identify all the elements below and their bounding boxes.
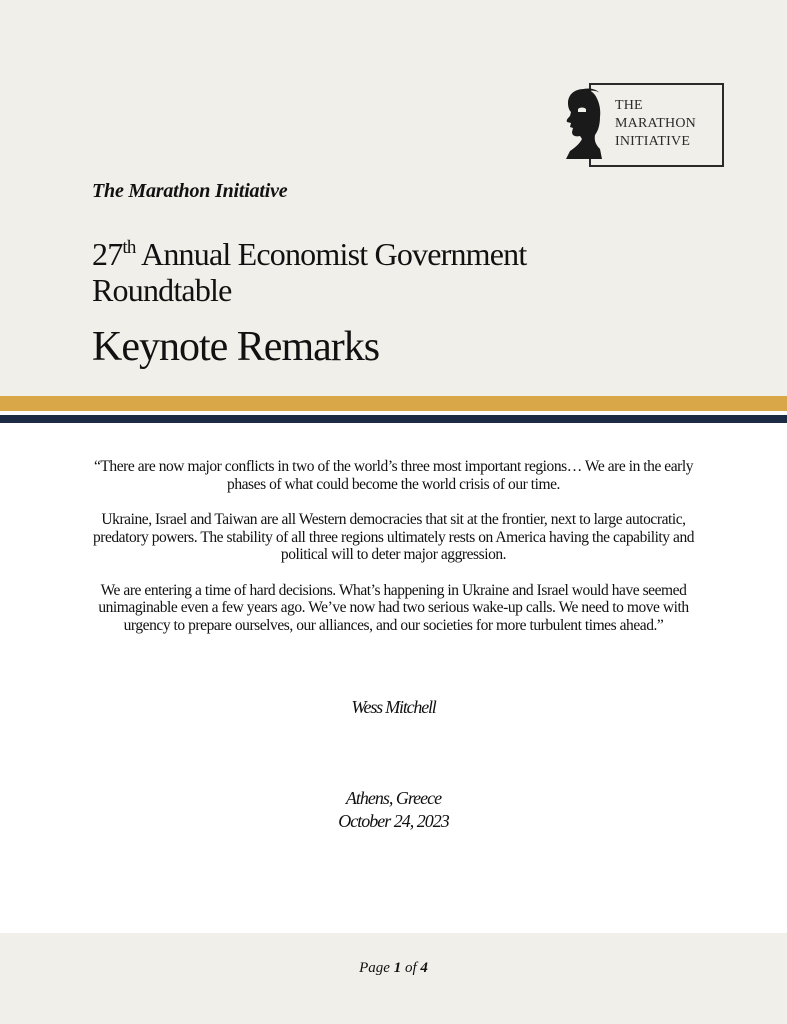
of-word: of xyxy=(404,960,417,976)
navy-divider-stripe xyxy=(0,415,787,423)
event-ordinal-number: 27 xyxy=(92,236,123,272)
quote-paragraph: We are entering a time of hard decisions. What’s happening in Ukraine and Israel would have seemed unimaginable even a few years ago. We’ve now had two serious wake-up calls. We need to move with urgency to prepare ourselves, our alliances, and our societies for more turbulent times ahead.” xyxy=(98,581,689,634)
warrior-helmet-icon xyxy=(562,87,606,163)
gold-divider-stripe xyxy=(0,396,787,411)
total-pages-number: 4 xyxy=(420,960,428,976)
quote-paragraph: “There are now major conflicts in two of the world’s three most important regions… We are in the early phases of what could become the world crisis of our time. xyxy=(93,458,694,493)
event-title-text: Annual Economist Government Roundtable xyxy=(92,236,527,308)
page-indicator xyxy=(0,960,787,977)
location-block xyxy=(0,787,787,833)
event-title xyxy=(92,236,652,308)
logo-line-3: INITIATIVE xyxy=(615,134,691,149)
location-date: October 24, 2023 xyxy=(338,811,449,831)
current-page-number: 1 xyxy=(393,960,402,976)
footer-band xyxy=(0,933,787,1024)
speaker-name: Wess Mitchell xyxy=(351,697,436,717)
quote-paragraph: Ukraine, Israel and Taiwan are all Western democracies that sit at the frontier, next to large autocratic, predatory powers. The stability of all three regions ultimately rests on America having the capability and political will to deter major aggression. xyxy=(92,511,695,563)
logo-line-2: MARATHON xyxy=(615,116,696,131)
event-ordinal-suffix: th xyxy=(122,237,136,258)
marathon-initiative-logo xyxy=(562,83,723,166)
keynote-quote xyxy=(80,458,707,652)
document-title: Keynote Remarks xyxy=(92,324,380,370)
location-place: Athens, Greece xyxy=(345,788,442,808)
logo-wordmark xyxy=(615,97,696,151)
page-word: Page xyxy=(359,960,390,976)
logo-line-1: THE xyxy=(615,98,643,113)
organization-name: The Marathon Initiative xyxy=(92,180,288,202)
